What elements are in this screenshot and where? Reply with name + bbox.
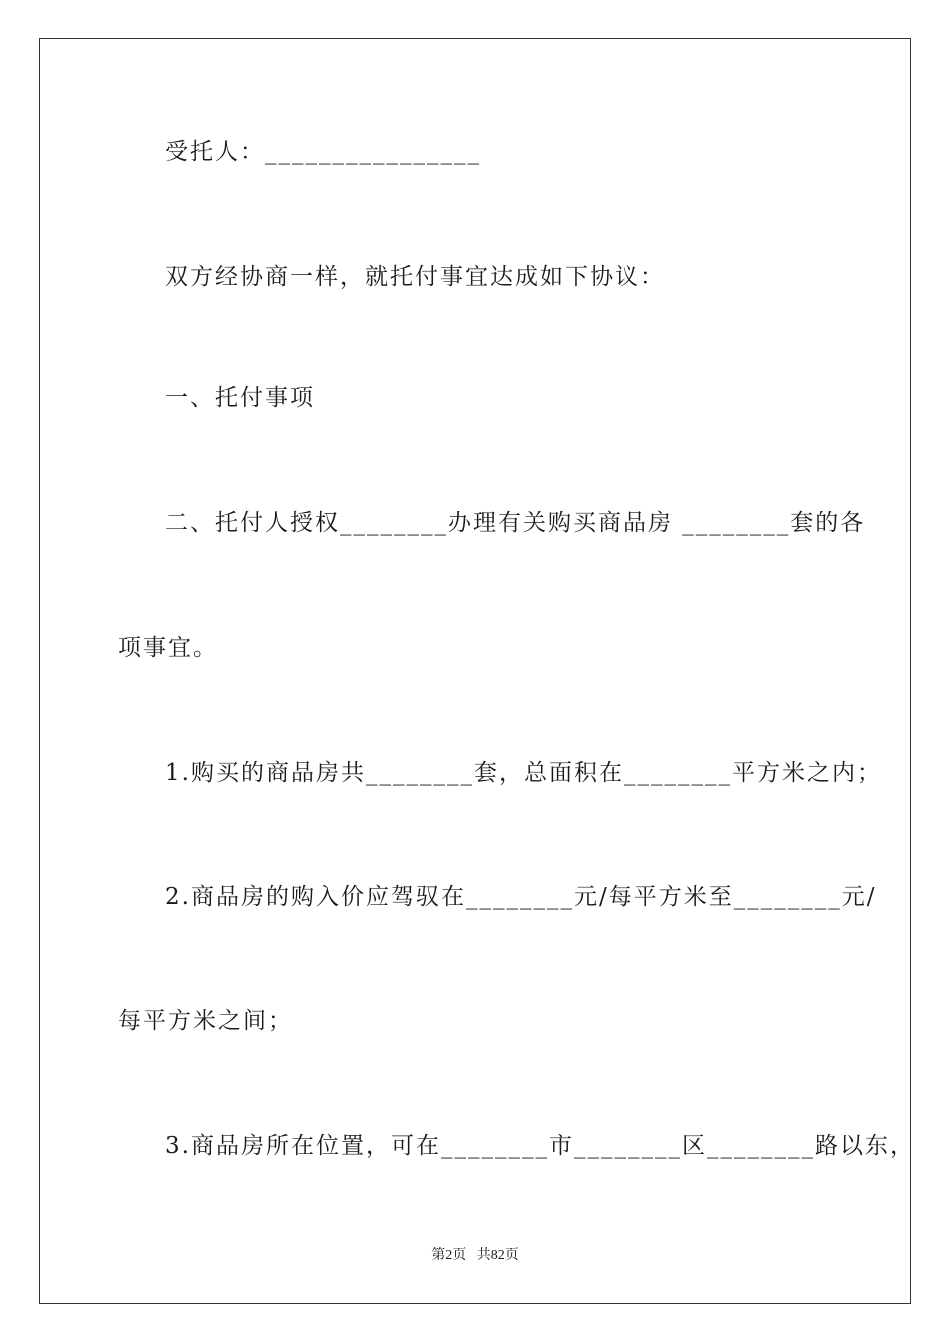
authorization-line-cont: 项事宜。 xyxy=(118,635,218,661)
clause-1: 1.购买的商品房共________套，总面积在________平方米之内； xyxy=(165,760,882,786)
clause-2-cont: 每平方米之间； xyxy=(118,1008,293,1034)
page-border xyxy=(39,38,911,1304)
page-number: 第2页 共82页 xyxy=(431,1248,519,1263)
page-footer xyxy=(0,1246,950,1266)
authorization-line: 二、托付人授权________办理有关购买商品房 ________套的各 xyxy=(165,510,866,536)
clause-3: 3.商品房所在位置，可在________市________区________路以东， xyxy=(165,1133,915,1159)
trustee-line: 受托人：________________ xyxy=(165,139,481,165)
section-heading-matters: 一、托付事项 xyxy=(165,385,315,411)
agreement-intro: 双方经协商一样，就托付事宜达成如下协议： xyxy=(165,264,665,290)
clause-2: 2.商品房的购入价应驾驭在________元/每平方米至________元/ xyxy=(165,884,877,910)
